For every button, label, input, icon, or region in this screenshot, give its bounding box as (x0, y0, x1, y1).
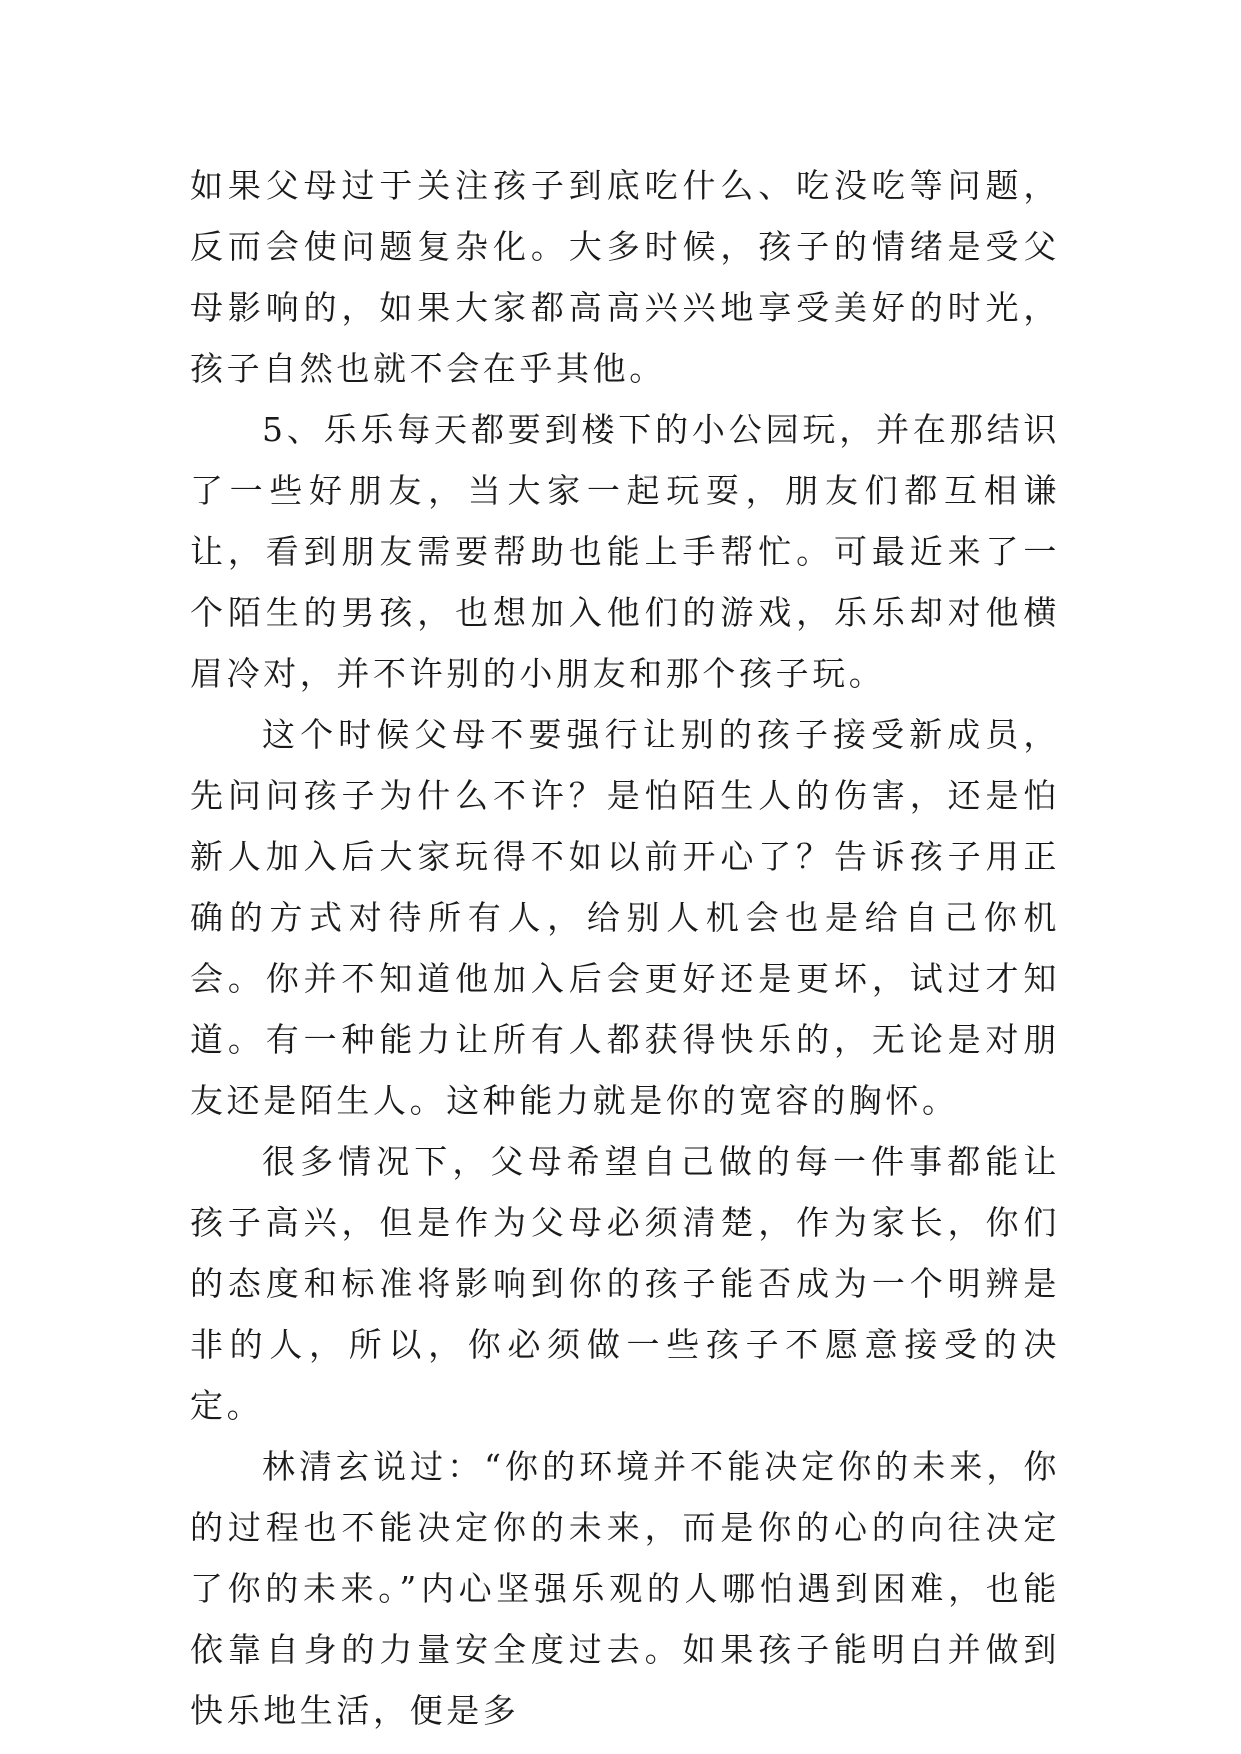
body-text (190, 155, 1060, 1741)
paragraph-4: 很多情况下，父母希望自己做的每一件事都能让孩子高兴，但是作为父母必须清楚，作为家长，你们的态度和标准将影响到你的孩子能否成为一个明辨是非的人，所以，你必须做一些孩子不愿意接受的决定。 (190, 1142, 1060, 1425)
paragraph-5: 林清玄说过：“你的环境并不能决定你的未来，你的过程也不能决定你的未来，而是你的心的向往决定了你的未来。”内心坚强乐观的人哪怕遇到困难，也能依靠自身的力量安全度过去。如果孩子能明白并做到快乐地生活，便是多 (190, 1447, 1060, 1730)
paragraph-1: 如果父母过于关注孩子到底吃什么、吃没吃等问题，反而会使问题复杂化。大多时候，孩子的情绪是受父母影响的，如果大家都高高兴兴地享受美好的时光，孩子自然也就不会在乎其他。 (190, 166, 1060, 388)
paragraph-2: 5、乐乐每天都要到楼下的小公园玩，并在那结识了一些好朋友，当大家一起玩耍，朋友们都互相谦让，看到朋友需要帮助也能上手帮忙。可最近来了一个陌生的男孩，也想加入他们的游戏，乐乐却对他横眉冷对，并不许别的小朋友和那个孩子玩。 (190, 410, 1060, 693)
paragraph-3: 这个时候父母不要强行让别的孩子接受新成员，先问问孩子为什么不许？是怕陌生人的伤害，还是怕新人加入后大家玩得不如以前开心了？告诉孩子用正确的方式对待所有人，给别人机会也是给自己你机会。你并不知道他加入后会更好还是更坏，试过才知道。有一种能力让所有人都获得快乐的，无论是对朋友还是陌生人。这种能力就是你的宽容的胸怀。 (190, 715, 1060, 1120)
